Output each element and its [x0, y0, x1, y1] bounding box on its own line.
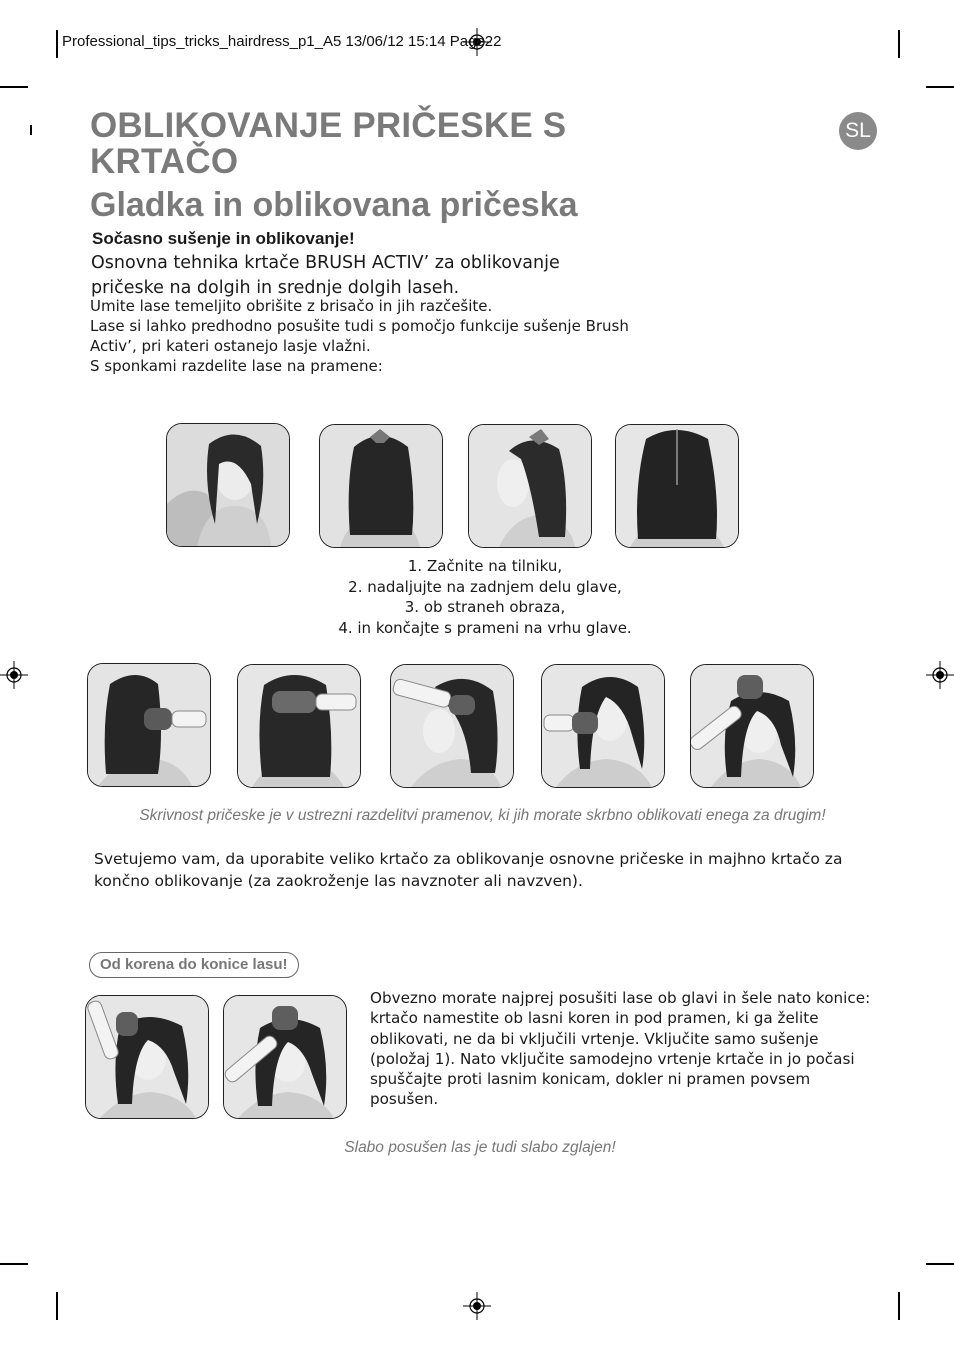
crop-mark [30, 125, 32, 135]
illustration-brushing-2 [237, 664, 361, 788]
root-to-tip-text: Obvezno morate najprej posušiti lase ob glavi in šele nato konice: krtačo namestite ob lasni koren in pod pramen, ki ga želite oblikovati, ne da bi vključili vrtenje. Vključite samo sušenje (položaj 1). Nato vključite samodejno vrtenje krtače in jo počasi spuščajte proti lasnim konicam, dokler ni pramen povsem posušen. [370, 989, 871, 1109]
prep-line: Umite lase temeljito obrišite z brisačo in jih razčešite. [90, 297, 493, 315]
crop-mark [926, 86, 954, 88]
prep-line: Activ’, pri kateri ostanejo lasje vlažni. [90, 337, 371, 355]
tip-sectioning: Skrivnost pričeske je v ustrezni razdelitvi pramenov, ki jih morate skrbno oblikovati enega za drugim! [139, 807, 826, 824]
crop-mark [0, 86, 28, 88]
illustration-brushing-1 [87, 663, 211, 787]
order-step: 4. in končajte s prameni na vrhu glave. [338, 618, 632, 637]
brush-advice: Svetujemo vam, da uporabite veliko krtačo za oblikovanje osnovne pričeske in majhno krtačo za končno oblikovanje (za zaokroženje las navznoter ali navzven). [94, 850, 843, 890]
order-step: 2. nadaljujte na zadnjem delu glave, [348, 577, 622, 596]
crop-mark [56, 1292, 58, 1320]
prep-line: Lase si lahko predhodno posušite tudi s pomočjo funkcije sušenje Brush [90, 317, 629, 335]
crop-mark [0, 1263, 28, 1265]
crop-mark [898, 30, 900, 58]
crop-mark [926, 1263, 954, 1265]
page-subtitle: Gladka in oblikovana pričeska [90, 186, 578, 224]
order-step: 3. ob straneh obraza, [404, 598, 566, 616]
tip-drying: Slabo posušen las je tudi slabo zglajen! [344, 1139, 616, 1156]
illustration-brushing-3 [390, 664, 514, 788]
registration-mark-icon [463, 1292, 491, 1320]
section-heading-root: Od korena do konice lasu! [89, 952, 299, 978]
illustration-section-4 [615, 424, 739, 548]
preparation-steps [90, 296, 650, 376]
illustration-section-3 [468, 424, 592, 548]
illustration-root-2 [223, 995, 347, 1119]
illustration-section-2 [319, 424, 443, 548]
prep-line: S sponkami razdelite lase na pramene: [90, 357, 383, 375]
intro-text: Osnovna tehnika krtače BRUSH ACTIV’ za oblikovanje pričeske na dolgih in srednje dolgih laseh. [91, 253, 560, 298]
page-title: OBLIKOVANJE PRIČESKE S KRTAČO [90, 106, 567, 181]
illustration-root-1 [85, 995, 209, 1119]
order-step: 1. Začnite na tilniku, [407, 557, 563, 575]
illustration-brushing-5 [690, 664, 814, 788]
registration-mark-icon [0, 661, 28, 689]
lead-heading: Sočasno sušenje in oblikovanje! [92, 229, 355, 248]
registration-mark-icon [926, 661, 954, 689]
language-badge: SL [839, 112, 877, 150]
illustration-section-1 [166, 423, 290, 547]
print-slug: Professional_tips_tricks_hairdress_p1_A5 13/06/12 15:14 Page22 [62, 33, 502, 50]
crop-mark [898, 1292, 900, 1320]
styling-order-list [300, 556, 670, 638]
crop-mark [56, 30, 58, 58]
illustration-brushing-4 [541, 664, 665, 788]
